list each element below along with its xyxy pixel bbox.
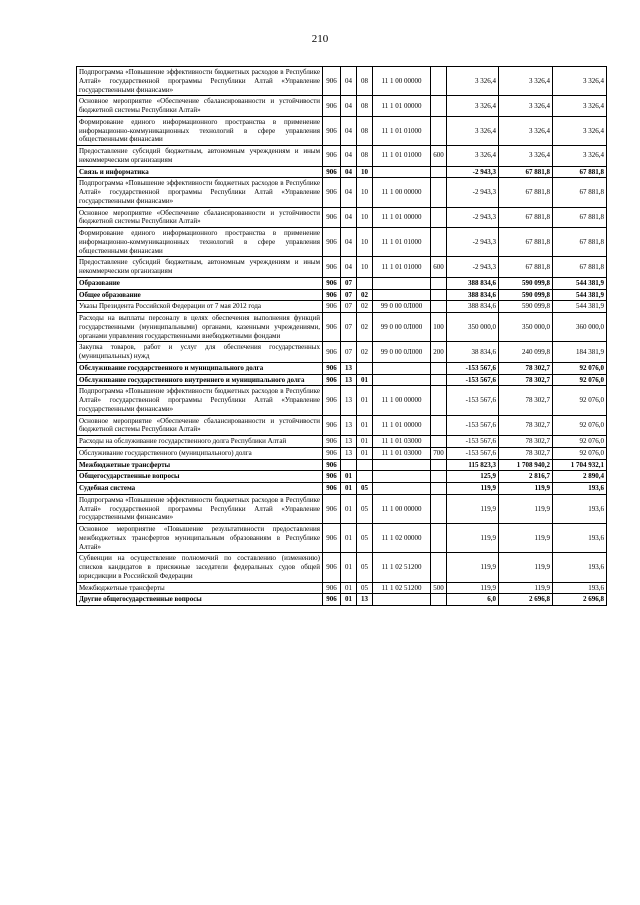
amount-2: 590 099,8 bbox=[499, 277, 553, 289]
amount-2: 67 881,8 bbox=[499, 257, 553, 278]
amount-3: 193,6 bbox=[553, 582, 607, 594]
section-code: 04 bbox=[341, 166, 357, 178]
amount-3: 67 881,8 bbox=[553, 166, 607, 178]
amount-2: 78 302,7 bbox=[499, 362, 553, 374]
ministry-code: 906 bbox=[323, 146, 341, 167]
amount-1: 3 326,4 bbox=[447, 116, 499, 145]
amount-2: 1 708 940,2 bbox=[499, 459, 553, 471]
section-code: 04 bbox=[341, 116, 357, 145]
table-row bbox=[77, 116, 607, 145]
target-article: 11 1 01 00000 bbox=[373, 415, 431, 436]
target-article: 11 1 01 00000 bbox=[373, 207, 431, 228]
ministry-code: 906 bbox=[323, 494, 341, 523]
row-name: Расходы на выплаты персоналу в целях обеспечения выполнения функций государственными (муниципальными) органами, казенными учреждениями, органами управления государственными внебюджетными фондами bbox=[77, 313, 323, 342]
target-article: 11 1 00 00000 bbox=[373, 494, 431, 523]
table-row bbox=[77, 436, 607, 448]
amount-3: 92 076,0 bbox=[553, 374, 607, 386]
expense-type: 600 bbox=[431, 146, 447, 167]
section-code: 01 bbox=[341, 524, 357, 553]
amount-3: 67 881,8 bbox=[553, 257, 607, 278]
target-article: 11 1 01 01000 bbox=[373, 146, 431, 167]
amount-3: 92 076,0 bbox=[553, 436, 607, 448]
table-row bbox=[77, 524, 607, 553]
amount-1: -153 567,6 bbox=[447, 386, 499, 415]
ministry-code: 906 bbox=[323, 374, 341, 386]
ministry-code: 906 bbox=[323, 471, 341, 483]
table-row bbox=[77, 386, 607, 415]
amount-3: 1 704 932,1 bbox=[553, 459, 607, 471]
subsection-code: 10 bbox=[357, 207, 373, 228]
ministry-code: 906 bbox=[323, 67, 341, 96]
subsection-code: 08 bbox=[357, 116, 373, 145]
amount-3: 92 076,0 bbox=[553, 415, 607, 436]
subsection-code bbox=[357, 471, 373, 483]
expense-type bbox=[431, 524, 447, 553]
amount-3: 193,6 bbox=[553, 483, 607, 495]
section-code: 04 bbox=[341, 67, 357, 96]
table-row bbox=[77, 146, 607, 167]
ministry-code: 906 bbox=[323, 301, 341, 313]
table-row bbox=[77, 582, 607, 594]
subsection-code: 01 bbox=[357, 415, 373, 436]
amount-2: 78 302,7 bbox=[499, 386, 553, 415]
amount-3: 92 076,0 bbox=[553, 386, 607, 415]
row-name: Предоставление субсидий бюджетным, автономным учреждениям и иным некоммерческим организациям bbox=[77, 146, 323, 167]
amount-2: 2 816,7 bbox=[499, 471, 553, 483]
amount-1: -2 943,3 bbox=[447, 166, 499, 178]
target-article bbox=[373, 471, 431, 483]
section-code: 13 bbox=[341, 436, 357, 448]
amount-1: 125,9 bbox=[447, 471, 499, 483]
subsection-code: 02 bbox=[357, 289, 373, 301]
target-article: 11 1 01 00000 bbox=[373, 96, 431, 117]
expense-type bbox=[431, 471, 447, 483]
expense-type: 600 bbox=[431, 257, 447, 278]
expense-type bbox=[431, 459, 447, 471]
amount-1: 119,9 bbox=[447, 553, 499, 582]
expense-type bbox=[431, 96, 447, 117]
ministry-code: 906 bbox=[323, 459, 341, 471]
amount-2: 119,9 bbox=[499, 553, 553, 582]
ministry-code: 906 bbox=[323, 313, 341, 342]
expense-type: 100 bbox=[431, 313, 447, 342]
expense-type bbox=[431, 436, 447, 448]
subsection-code bbox=[357, 362, 373, 374]
section-code: 01 bbox=[341, 471, 357, 483]
amount-3: 2 890,4 bbox=[553, 471, 607, 483]
target-article: 99 0 00 0Л000 bbox=[373, 301, 431, 313]
table-row bbox=[77, 447, 607, 459]
amount-1: -153 567,6 bbox=[447, 447, 499, 459]
amount-1: -2 943,3 bbox=[447, 207, 499, 228]
amount-1: 119,9 bbox=[447, 494, 499, 523]
row-name: Формирование единого информационного пространства в применение информационно-коммуникационных технологий в сфере управления общественными финансами bbox=[77, 116, 323, 145]
ministry-code: 906 bbox=[323, 436, 341, 448]
amount-2: 590 099,8 bbox=[499, 289, 553, 301]
amount-2: 3 326,4 bbox=[499, 96, 553, 117]
target-article: 11 1 01 03000 bbox=[373, 447, 431, 459]
row-name: Образование bbox=[77, 277, 323, 289]
subsection-code: 10 bbox=[357, 166, 373, 178]
subsection-code: 01 bbox=[357, 386, 373, 415]
amount-1: 119,9 bbox=[447, 483, 499, 495]
table-row bbox=[77, 289, 607, 301]
subsection-code: 05 bbox=[357, 553, 373, 582]
amount-1: 119,9 bbox=[447, 582, 499, 594]
subsection-code: 10 bbox=[357, 257, 373, 278]
table-row bbox=[77, 494, 607, 523]
amount-1: -153 567,6 bbox=[447, 362, 499, 374]
amount-3: 67 881,8 bbox=[553, 228, 607, 257]
amount-2: 119,9 bbox=[499, 524, 553, 553]
amount-3: 3 326,4 bbox=[553, 146, 607, 167]
ministry-code: 906 bbox=[323, 207, 341, 228]
page-number: 210 bbox=[311, 33, 329, 45]
section-code: 13 bbox=[341, 374, 357, 386]
amount-1: 388 834,6 bbox=[447, 289, 499, 301]
amount-1: -2 943,3 bbox=[447, 228, 499, 257]
amount-1: 6,0 bbox=[447, 594, 499, 606]
subsection-code: 01 bbox=[357, 374, 373, 386]
section-code: 04 bbox=[341, 228, 357, 257]
ministry-code: 906 bbox=[323, 166, 341, 178]
amount-2: 119,9 bbox=[499, 483, 553, 495]
row-name: Связь и информатика bbox=[77, 166, 323, 178]
row-name: Обслуживание государственного и муниципального долга bbox=[77, 362, 323, 374]
expense-type: 500 bbox=[431, 582, 447, 594]
amount-1: 388 834,6 bbox=[447, 301, 499, 313]
amount-3: 193,6 bbox=[553, 494, 607, 523]
table-row bbox=[77, 483, 607, 495]
row-name: Судебная система bbox=[77, 483, 323, 495]
amount-2: 67 881,8 bbox=[499, 178, 553, 207]
budget-table bbox=[76, 66, 607, 606]
target-article: 11 1 01 01000 bbox=[373, 228, 431, 257]
target-article bbox=[373, 166, 431, 178]
ministry-code: 906 bbox=[323, 257, 341, 278]
row-name: Основное мероприятие «Повышение результативности предоставления межбюджетных трансфертов муниципальным образованиям в Республике Алтай» bbox=[77, 524, 323, 553]
target-article: 11 1 00 00000 bbox=[373, 178, 431, 207]
amount-1: -153 567,6 bbox=[447, 415, 499, 436]
amount-1: 3 326,4 bbox=[447, 146, 499, 167]
section-code: 04 bbox=[341, 257, 357, 278]
subsection-code: 08 bbox=[357, 96, 373, 117]
amount-1: -153 567,6 bbox=[447, 374, 499, 386]
amount-2: 350 000,0 bbox=[499, 313, 553, 342]
amount-3: 2 696,8 bbox=[553, 594, 607, 606]
target-article: 99 0 00 0Л000 bbox=[373, 313, 431, 342]
amount-3: 544 381,9 bbox=[553, 301, 607, 313]
amount-2: 78 302,7 bbox=[499, 415, 553, 436]
target-article: 11 1 01 03000 bbox=[373, 436, 431, 448]
table-row bbox=[77, 178, 607, 207]
amount-1: -2 943,3 bbox=[447, 257, 499, 278]
section-code: 07 bbox=[341, 289, 357, 301]
amount-3: 3 326,4 bbox=[553, 96, 607, 117]
expense-type bbox=[431, 67, 447, 96]
row-name: Общее образование bbox=[77, 289, 323, 301]
expense-type bbox=[431, 207, 447, 228]
amount-1: 115 823,3 bbox=[447, 459, 499, 471]
expense-type bbox=[431, 289, 447, 301]
expense-type bbox=[431, 374, 447, 386]
expense-type bbox=[431, 178, 447, 207]
target-article bbox=[373, 483, 431, 495]
expense-type bbox=[431, 494, 447, 523]
row-name: Указы Президента Российской Федерации от 7 мая 2012 года bbox=[77, 301, 323, 313]
section-code: 01 bbox=[341, 594, 357, 606]
ministry-code: 906 bbox=[323, 289, 341, 301]
amount-2: 3 326,4 bbox=[499, 146, 553, 167]
amount-3: 544 381,9 bbox=[553, 277, 607, 289]
row-name: Межбюджетные трансферты bbox=[77, 459, 323, 471]
row-name: Закупка товаров, работ и услуг для обеспечения государственных (муниципальных) нужд bbox=[77, 342, 323, 363]
table-row bbox=[77, 277, 607, 289]
amount-3: 193,6 bbox=[553, 553, 607, 582]
expense-type: 200 bbox=[431, 342, 447, 363]
expense-type bbox=[431, 228, 447, 257]
ministry-code: 906 bbox=[323, 277, 341, 289]
amount-3: 193,6 bbox=[553, 524, 607, 553]
section-code: 07 bbox=[341, 277, 357, 289]
table-row bbox=[77, 459, 607, 471]
table-row bbox=[77, 228, 607, 257]
amount-3: 544 381,9 bbox=[553, 289, 607, 301]
section-code: 07 bbox=[341, 301, 357, 313]
section-code: 13 bbox=[341, 386, 357, 415]
subsection-code: 08 bbox=[357, 67, 373, 96]
subsection-code: 10 bbox=[357, 178, 373, 207]
table-row bbox=[77, 166, 607, 178]
expense-type bbox=[431, 277, 447, 289]
table-row bbox=[77, 362, 607, 374]
ministry-code: 906 bbox=[323, 582, 341, 594]
row-name: Предоставление субсидий бюджетным, автономным учреждениям и иным некоммерческим организациям bbox=[77, 257, 323, 278]
amount-2: 67 881,8 bbox=[499, 207, 553, 228]
table-row bbox=[77, 207, 607, 228]
section-code: 13 bbox=[341, 415, 357, 436]
expense-type bbox=[431, 594, 447, 606]
section-code: 13 bbox=[341, 447, 357, 459]
amount-1: -2 943,3 bbox=[447, 178, 499, 207]
amount-1: 388 834,6 bbox=[447, 277, 499, 289]
ministry-code: 906 bbox=[323, 415, 341, 436]
section-code: 07 bbox=[341, 313, 357, 342]
target-article: 11 1 00 00000 bbox=[373, 386, 431, 415]
amount-2: 78 302,7 bbox=[499, 447, 553, 459]
table-row bbox=[77, 374, 607, 386]
subsection-code bbox=[357, 277, 373, 289]
expense-type bbox=[431, 415, 447, 436]
ministry-code: 906 bbox=[323, 178, 341, 207]
table-row bbox=[77, 257, 607, 278]
ministry-code: 906 bbox=[323, 594, 341, 606]
target-article: 11 1 02 51200 bbox=[373, 553, 431, 582]
amount-2: 2 696,8 bbox=[499, 594, 553, 606]
amount-2: 78 302,7 bbox=[499, 374, 553, 386]
row-name: Межбюджетные трансферты bbox=[77, 582, 323, 594]
amount-2: 119,9 bbox=[499, 494, 553, 523]
subsection-code: 02 bbox=[357, 313, 373, 342]
ministry-code: 906 bbox=[323, 447, 341, 459]
target-article: 99 0 00 0Л000 bbox=[373, 342, 431, 363]
section-code: 04 bbox=[341, 146, 357, 167]
table-row bbox=[77, 96, 607, 117]
expense-type bbox=[431, 483, 447, 495]
table-row bbox=[77, 342, 607, 363]
subsection-code: 02 bbox=[357, 301, 373, 313]
section-code: 13 bbox=[341, 362, 357, 374]
section-code: 01 bbox=[341, 582, 357, 594]
amount-2: 590 099,8 bbox=[499, 301, 553, 313]
table-row bbox=[77, 471, 607, 483]
amount-3: 184 381,9 bbox=[553, 342, 607, 363]
target-article: 11 1 01 01000 bbox=[373, 257, 431, 278]
row-name: Другие общегосударственные вопросы bbox=[77, 594, 323, 606]
section-code: 04 bbox=[341, 207, 357, 228]
amount-2: 3 326,4 bbox=[499, 67, 553, 96]
subsection-code: 02 bbox=[357, 342, 373, 363]
ministry-code: 906 bbox=[323, 483, 341, 495]
row-name: Подпрограмма «Повышение эффективности бюджетных расходов в Республике Алтай» государственной программы Республики Алтай «Управление государственными финансами» bbox=[77, 67, 323, 96]
row-name: Подпрограмма «Повышение эффективности бюджетных расходов в Республике Алтай» государственной программы Республики Алтай «Управление государственными финансами» bbox=[77, 494, 323, 523]
subsection-code: 05 bbox=[357, 582, 373, 594]
section-code: 01 bbox=[341, 553, 357, 582]
section-code: 01 bbox=[341, 483, 357, 495]
table-row bbox=[77, 553, 607, 582]
amount-1: 38 834,6 bbox=[447, 342, 499, 363]
ministry-code: 906 bbox=[323, 386, 341, 415]
row-name: Общегосударственные вопросы bbox=[77, 471, 323, 483]
target-article: 11 1 02 00000 bbox=[373, 524, 431, 553]
table-row bbox=[77, 594, 607, 606]
subsection-code: 13 bbox=[357, 594, 373, 606]
ministry-code: 906 bbox=[323, 96, 341, 117]
row-name: Основное мероприятие «Обеспечение сбалансированности и устойчивости бюджетной системы Республики Алтай» bbox=[77, 96, 323, 117]
ministry-code: 906 bbox=[323, 524, 341, 553]
target-article: 11 1 00 00000 bbox=[373, 67, 431, 96]
target-article: 11 1 02 51200 bbox=[373, 582, 431, 594]
target-article bbox=[373, 277, 431, 289]
amount-2: 119,9 bbox=[499, 582, 553, 594]
subsection-code: 10 bbox=[357, 228, 373, 257]
amount-1: 119,9 bbox=[447, 524, 499, 553]
ministry-code: 906 bbox=[323, 362, 341, 374]
target-article bbox=[373, 374, 431, 386]
section-code: 04 bbox=[341, 96, 357, 117]
target-article bbox=[373, 594, 431, 606]
subsection-code: 01 bbox=[357, 447, 373, 459]
row-name: Основное мероприятие «Обеспечение сбалансированности и устойчивости бюджетной системы Республики Алтай» bbox=[77, 415, 323, 436]
row-name: Расходы на обслуживание государственного долга Республики Алтай bbox=[77, 436, 323, 448]
amount-3: 92 076,0 bbox=[553, 447, 607, 459]
ministry-code: 906 bbox=[323, 553, 341, 582]
row-name: Субвенции на осуществление полномочий по составлению (изменению) списков кандидатов в присяжные заседатели федеральных судов общей юрисдикции в Российской Федерации bbox=[77, 553, 323, 582]
amount-2: 240 099,8 bbox=[499, 342, 553, 363]
row-name: Подпрограмма «Повышение эффективности бюджетных расходов в Республике Алтай» государственной программы Республики Алтай «Управление государственными финансами» bbox=[77, 178, 323, 207]
subsection-code: 08 bbox=[357, 146, 373, 167]
table-row bbox=[77, 67, 607, 96]
expense-type bbox=[431, 166, 447, 178]
target-article: 11 1 01 01000 bbox=[373, 116, 431, 145]
expense-type bbox=[431, 386, 447, 415]
target-article bbox=[373, 362, 431, 374]
row-name: Основное мероприятие «Обеспечение сбалансированности и устойчивости бюджетной системы Республики Алтай» bbox=[77, 207, 323, 228]
expense-type bbox=[431, 553, 447, 582]
expense-type bbox=[431, 301, 447, 313]
subsection-code: 01 bbox=[357, 436, 373, 448]
section-code: 04 bbox=[341, 178, 357, 207]
ministry-code: 906 bbox=[323, 116, 341, 145]
amount-3: 92 076,0 bbox=[553, 362, 607, 374]
ministry-code: 906 bbox=[323, 342, 341, 363]
table-row bbox=[77, 313, 607, 342]
amount-1: 3 326,4 bbox=[447, 96, 499, 117]
row-name: Подпрограмма «Повышение эффективности бюджетных расходов в Республике Алтай» государственной программы Республики Алтай «Управление государственными финансами» bbox=[77, 386, 323, 415]
table-row bbox=[77, 415, 607, 436]
target-article bbox=[373, 459, 431, 471]
row-name: Обслуживание государственного (муниципального) долга bbox=[77, 447, 323, 459]
row-name: Формирование единого информационного пространства в применение информационно-коммуникационных технологий в сфере управления общественными финансами bbox=[77, 228, 323, 257]
expense-type bbox=[431, 116, 447, 145]
amount-3: 3 326,4 bbox=[553, 116, 607, 145]
section-code bbox=[341, 459, 357, 471]
amount-3: 360 000,0 bbox=[553, 313, 607, 342]
expense-type: 700 bbox=[431, 447, 447, 459]
amount-3: 67 881,8 bbox=[553, 178, 607, 207]
amount-1: 350 000,0 bbox=[447, 313, 499, 342]
amount-1: 3 326,4 bbox=[447, 67, 499, 96]
amount-2: 67 881,8 bbox=[499, 166, 553, 178]
expense-type bbox=[431, 362, 447, 374]
amount-3: 3 326,4 bbox=[553, 67, 607, 96]
subsection-code: 05 bbox=[357, 494, 373, 523]
amount-3: 67 881,8 bbox=[553, 207, 607, 228]
section-code: 01 bbox=[341, 494, 357, 523]
amount-1: -153 567,6 bbox=[447, 436, 499, 448]
subsection-code: 05 bbox=[357, 483, 373, 495]
amount-2: 67 881,8 bbox=[499, 228, 553, 257]
subsection-code: 05 bbox=[357, 524, 373, 553]
amount-2: 78 302,7 bbox=[499, 436, 553, 448]
section-code: 07 bbox=[341, 342, 357, 363]
amount-2: 3 326,4 bbox=[499, 116, 553, 145]
ministry-code: 906 bbox=[323, 228, 341, 257]
table-row bbox=[77, 301, 607, 313]
subsection-code bbox=[357, 459, 373, 471]
row-name: Обслуживание государственного внутреннего и муниципального долга bbox=[77, 374, 323, 386]
target-article bbox=[373, 289, 431, 301]
